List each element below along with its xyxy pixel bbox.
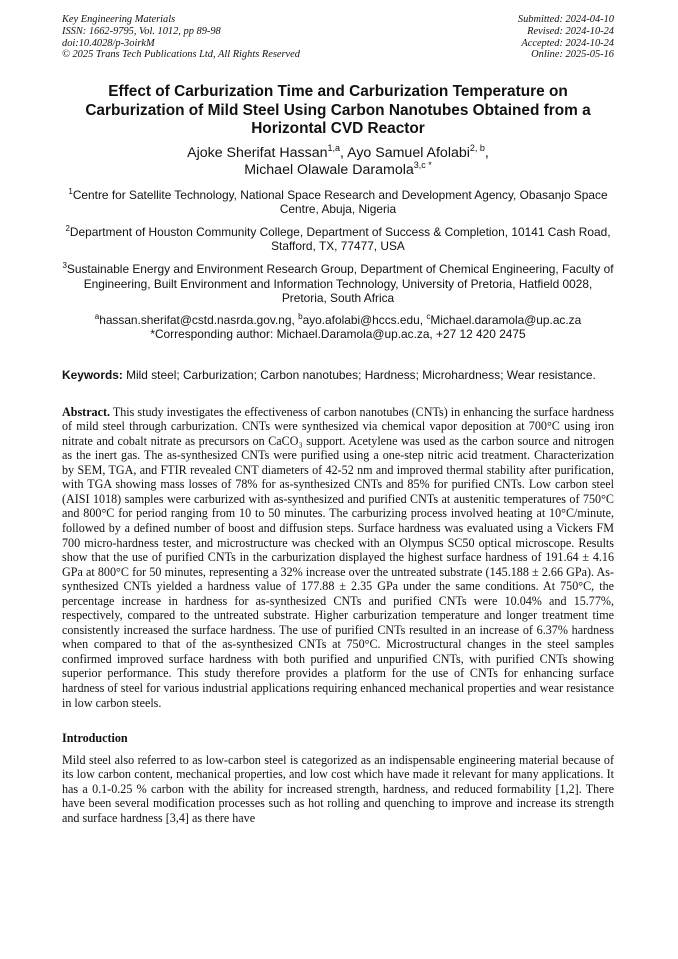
date-submitted: Submitted: 2024-04-10 [517, 14, 614, 25]
date-accepted: Accepted: 2024-10-24 [521, 37, 614, 49]
journal-copyright: © 2025 Trans Tech Publications Ltd, All Rights Reserved [62, 49, 300, 61]
journal-info [62, 14, 300, 61]
email-link[interactable]: hassan.sherifat@cstd.nasrda.gov.ng, [99, 312, 295, 327]
affiliation [62, 188, 614, 217]
author-affiliation-marker: 2, b [469, 142, 485, 153]
keywords [62, 368, 614, 383]
publication-dates [518, 14, 614, 61]
author-emails [62, 313, 614, 342]
paper-page [62, 14, 614, 825]
keywords-label: Keywords: [62, 368, 123, 383]
section-heading-introduction: Introduction [62, 731, 128, 746]
abstract-label: Abstract. [62, 404, 111, 419]
corresponding-author: *Corresponding author: Michael.Daramola@up.ac.za, +27 12 420 2475 [150, 327, 526, 342]
affiliation-marker: 1 [68, 186, 73, 196]
email-marker: c [426, 311, 431, 321]
affiliations [62, 188, 614, 342]
email-marker: b [298, 311, 303, 321]
author-affiliation-marker: 3,c * [413, 160, 432, 171]
author-name: Michael Olawale Daramola [244, 162, 414, 179]
introduction-paragraph: Mild steel also referred to as low-carbon steel is categorized as an indispensable engineering material because of its low carbon content, mechanical properties, and low cost which have made it relevant for many applications. It has a 0.1-0.25 % carbon with the ability for increased strength, hardness, and reduced formability [1,2]. There have been several modification processes such as hot rolling and quenching to improve and increase its strength and surface hardness [3,4] as there have [62, 752, 614, 825]
affiliation-text: Centre for Satellite Technology, National Space Research and Development Agency, Obasanjo Space Centre, Abuja, Nigeria [72, 187, 608, 217]
journal-header [62, 14, 614, 61]
author-name: Ayo Samuel Afolabi [347, 144, 470, 161]
author-affiliation-marker: 1,a [327, 142, 341, 153]
email-link[interactable]: ayo.afolabi@hccs.edu, [302, 312, 424, 327]
author-list: Ajoke Sherifat Hassan$^{1,a}$, Ayo Samuel Afolabi$^{2, b}$, Michael Olawale Daramola$^{3,c *}$ [187, 142, 489, 179]
abstract-text: This study investigates the effectiveness of carbon nanotubes (CNTs) in enhancing the surface hardness of mild steel through carburization. CNTs were synthesized via chemical vapor deposition at 700°C using iron nitrate and cobalt nitrate as precursors on CaCO₃ support. Acetylene was used as the carbon source and nitrogen as the inert gas. The as-synthesized CNTs were purified using a one-step nitric acid treatment. Characterization by SEM, TGA, and FTIR revealed CNT diameters of 42-52 nm and improved thermal stability after purification, with TGA showing mass losses of 78% for as-synthesized CNTs and 85% for purified CNTs. Low carbon steel (AISI 1018) samples were carburized with as-synthesized and purified CNTs at austenitic temperatures of 750°C and 800°C for period ranging from 10 to 50 minutes. The carburizing process involved heating at 10°C/minute, followed by a defined number of boost and diffusion steps. Surface hardness was evaluated using a Vickers FM 700 micro-hardness tester, and microstructure was checked with an Olympus SC50 optical microscope. Results show that the use of purified CNTs in the carburization displayed the highest surface hardness of 191.64 ± 4.16 GPa at 800°C for 50 minutes, representing a 32% increase over the untreated substrate (145.188 ± 2.66 GPa). As-synthesized CNTs yielded a hardness value of 177.88 ± 2.35 GPa under the same conditions. At 750°C, the percentage increase in hardness for as-synthesized CNTs and purified CNTs were 10.04% and 15.77%, respectively, compared to the untreated substrate. Higher carburization temperature and longer treatment time consistently increased the surface hardness. The use of purified CNTs resulted in an increase of 6.37% hardness when compared to that of the as-synthesized CNTs at 750°C. Microstructural changes in the steel samples confirmed improved surface hardness with both purified and unpurified CNTs, with purified CNTs showing superior performance. This study therefore provides a platform for the use of CNTs for enhancing surface hardness of steel for various industrial applications requiring enhanced mechanical properties and wear resistance in low carbon steels. [62, 404, 615, 710]
affiliation-marker: 2 [65, 223, 70, 233]
date-revised: Revised: 2024-10-24 [527, 25, 614, 37]
affiliation [62, 225, 614, 254]
date-online: Online: 2025-05-16 [531, 49, 614, 61]
affiliation [62, 262, 614, 306]
affiliation-text: Department of Houston Community College, Department of Success & Completion, 10141 Cash Road, Stafford, TX, 77477, USA [69, 224, 611, 254]
abstract [62, 405, 614, 710]
email-marker: a [94, 311, 100, 321]
keywords-text: Mild steel; Carburization; Carbon nanotubes; Hardness; Microhardness; Wear resistance. [126, 368, 596, 383]
journal-doi: doi:10.4028/p-3oirkM [62, 37, 155, 49]
affiliation-marker: 3 [62, 261, 67, 271]
affiliation-text: Sustainable Energy and Environment Research Group, Department of Chemical Engineering, Faculty of Engineering, Built Environment and Information Technology, University of Pretoria, Hatfield 0028, Pretoria, South Africa [66, 262, 614, 306]
author-name: Ajoke Sherifat Hassan [187, 144, 328, 161]
journal-issn: ISSN: 1662-9795, Vol. 1012, pp 89-98 [62, 25, 221, 37]
paper-title: Effect of Carburization Time and Carburization Temperature on Carburization of Mild Steel Using Carbon Nanotubes Obtained from a Horizontal CVD Reactor [85, 83, 591, 138]
journal-name: Key Engineering Materials [62, 14, 176, 25]
email-link[interactable]: Michael.daramola@up.ac.za [430, 312, 582, 327]
